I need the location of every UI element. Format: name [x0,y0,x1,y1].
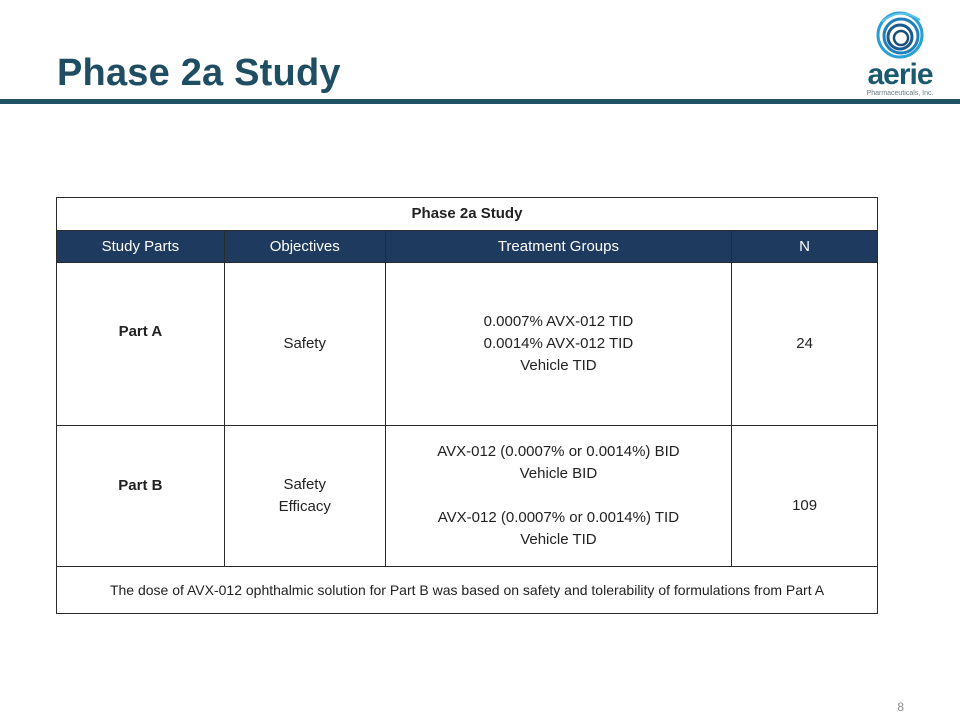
header-study-parts: Study Parts [57,231,225,263]
objective-text: Efficacy [278,498,331,515]
slide-title: Phase 2a Study [57,52,341,94]
table-row [57,263,878,426]
table-row [57,426,878,567]
header-treatment-groups: Treatment Groups [385,231,732,263]
part-cell: Part B [57,426,225,567]
logo-wordmark: aerie [867,58,933,91]
objectives-cell [224,263,385,426]
table-footnote: The dose of AVX-012 ophthalmic solution for Part B was based on safety and tolerability of formulations from Part A [57,567,878,614]
treatment-text: AVX-012 (0.0007% or 0.0014%) BID [437,443,680,460]
treatments-cell [385,426,732,567]
table-caption-row [57,198,878,231]
logo-subtitle: Pharmaceuticals, Inc. [866,90,934,97]
treatment-text: Vehicle TID [520,357,597,374]
n-cell: 24 [732,263,878,426]
objective-text: Safety [283,476,326,493]
table-header-row [57,231,878,263]
treatment-text: Vehicle TID [520,531,597,548]
header-n: N [732,231,878,263]
table-caption: Phase 2a Study [57,198,878,231]
company-logo [858,8,942,98]
objective-text: Safety [283,335,326,352]
header-objectives: Objectives [224,231,385,263]
treatment-text: Vehicle BID [519,465,598,482]
treatment-spacer [390,485,728,507]
title-divider [0,99,960,104]
objectives-cell [224,426,385,567]
table-footnote-row [57,567,878,614]
study-table [56,197,878,614]
page-number: 8 [897,700,904,714]
treatment-text: 0.0014% AVX-012 TID [483,335,634,352]
logo-swirl-icon [874,8,926,64]
treatment-text: 0.0007% AVX-012 TID [483,313,634,330]
treatments-cell [385,263,732,426]
treatment-text: AVX-012 (0.0007% or 0.0014%) TID [437,509,680,526]
n-cell: 109 [732,426,878,567]
part-cell: Part A [57,263,225,426]
